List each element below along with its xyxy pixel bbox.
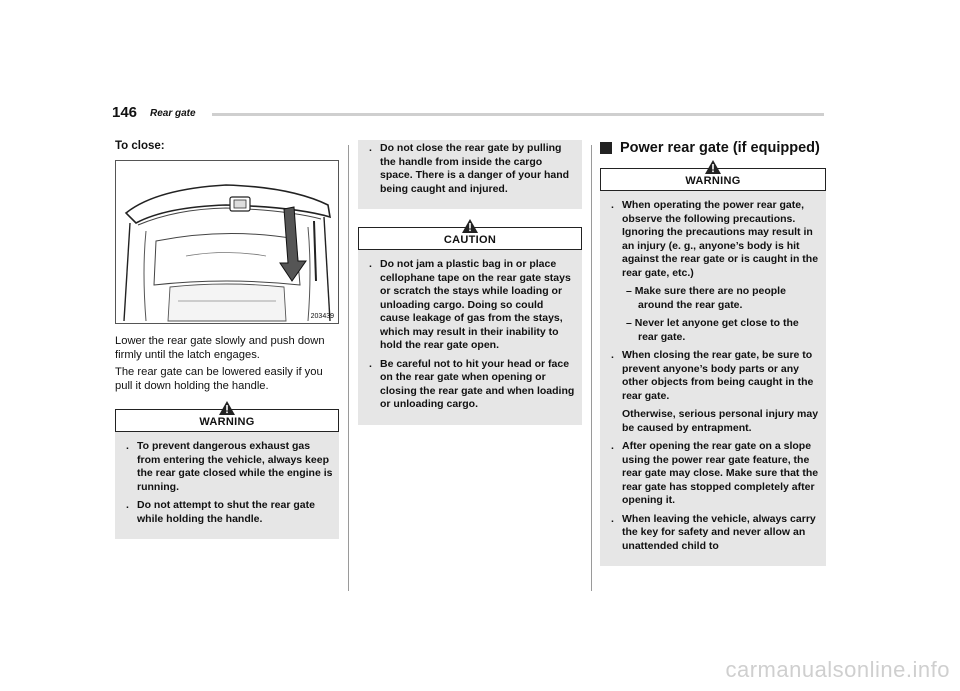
caution-item: . Be careful not to hit your head or face on the rear gate when opening or closing the rear gate and when loading or unloading cargo. (369, 357, 575, 410)
warning-title-bar (600, 168, 826, 191)
paragraph-1: Lower the rear gate slowly and push down firmly until the latch engages. (115, 335, 325, 361)
heading-square-icon (600, 142, 612, 154)
page-number: 146 (112, 104, 138, 121)
warning-triangle-icon (705, 160, 721, 174)
section-title: Rear gate (150, 108, 196, 119)
rear-gate-illustration (115, 160, 339, 324)
caution-label: CAUTION (443, 234, 497, 246)
warning-triangle-icon (219, 401, 235, 415)
warning-subitem: – Make sure there are no people around the rear gate. (626, 285, 786, 311)
caution-item: . Do not jam a plastic bag in or place cellophane tape on the rear gate stays or scratch the stays while loading or unloading cargo. Doing so could cause leakage of gas from the stays, which may result in their inability to hold the rear gate open. (369, 258, 571, 351)
warning-label: WARNING (685, 175, 741, 187)
warning-item: . Do not attempt to shut the rear gate while holding the handle. (126, 499, 315, 525)
subheading-to-close: To close: (115, 140, 165, 152)
warning-item: . When closing the rear gate, be sure to prevent anyone’s body parts or any other objects from being caught in the rear gate. (611, 349, 814, 402)
warning-triangle-icon (462, 219, 478, 233)
warning-box (600, 168, 826, 566)
column-1 (115, 140, 339, 539)
column-3 (600, 140, 826, 566)
header-rule (212, 113, 824, 116)
rear-gate-drawing (116, 161, 338, 323)
warning-continuation: Otherwise, serious personal injury may be caused by entrapment. (622, 408, 819, 434)
warning-item: . To prevent dangerous exhaust gas from entering the vehicle, always keep the rear gate closed while the engine is running. (126, 440, 333, 493)
warning-item: . Do not close the rear gate by pulling the handle from inside the cargo space. There is a danger of your hand being caught and injured. (369, 142, 570, 195)
warning-item: . When leaving the vehicle, always carry the key for safety and never allow an unattended child to (611, 512, 816, 552)
watermark: carmanualsonline.info (725, 657, 950, 682)
warning-title-bar (115, 409, 339, 432)
paragraph-2: The rear gate can be lowered easily if you pull it down holding the handle. (115, 366, 323, 392)
warning-label: WARNING (199, 416, 255, 428)
column-divider-1 (348, 145, 349, 591)
section-heading: Power rear gate (if equipped) (600, 140, 826, 156)
caution-title-bar (358, 227, 582, 250)
warning-item: . After opening the rear gate on a slope using the power rear gate feature, the rear gate may close. Make sure that the rear gate has stopped completely after opening it. (611, 440, 819, 506)
column-divider-2 (591, 145, 592, 591)
column-2 (358, 140, 582, 425)
page-header (112, 104, 824, 124)
figure-id: 203439 (310, 313, 334, 320)
warning-box-continued (358, 140, 582, 209)
caution-box (358, 227, 582, 425)
warning-box (115, 409, 339, 539)
warning-item: . When operating the power rear gate, observe the following precautions. Ignoring the precautions may result in an injury (e. g., anyone’s body is hit against the rear gate or is caught in the rear gate, etc.) (611, 199, 819, 279)
warning-subitem: – Never let anyone get close to the rear gate. (626, 317, 799, 343)
